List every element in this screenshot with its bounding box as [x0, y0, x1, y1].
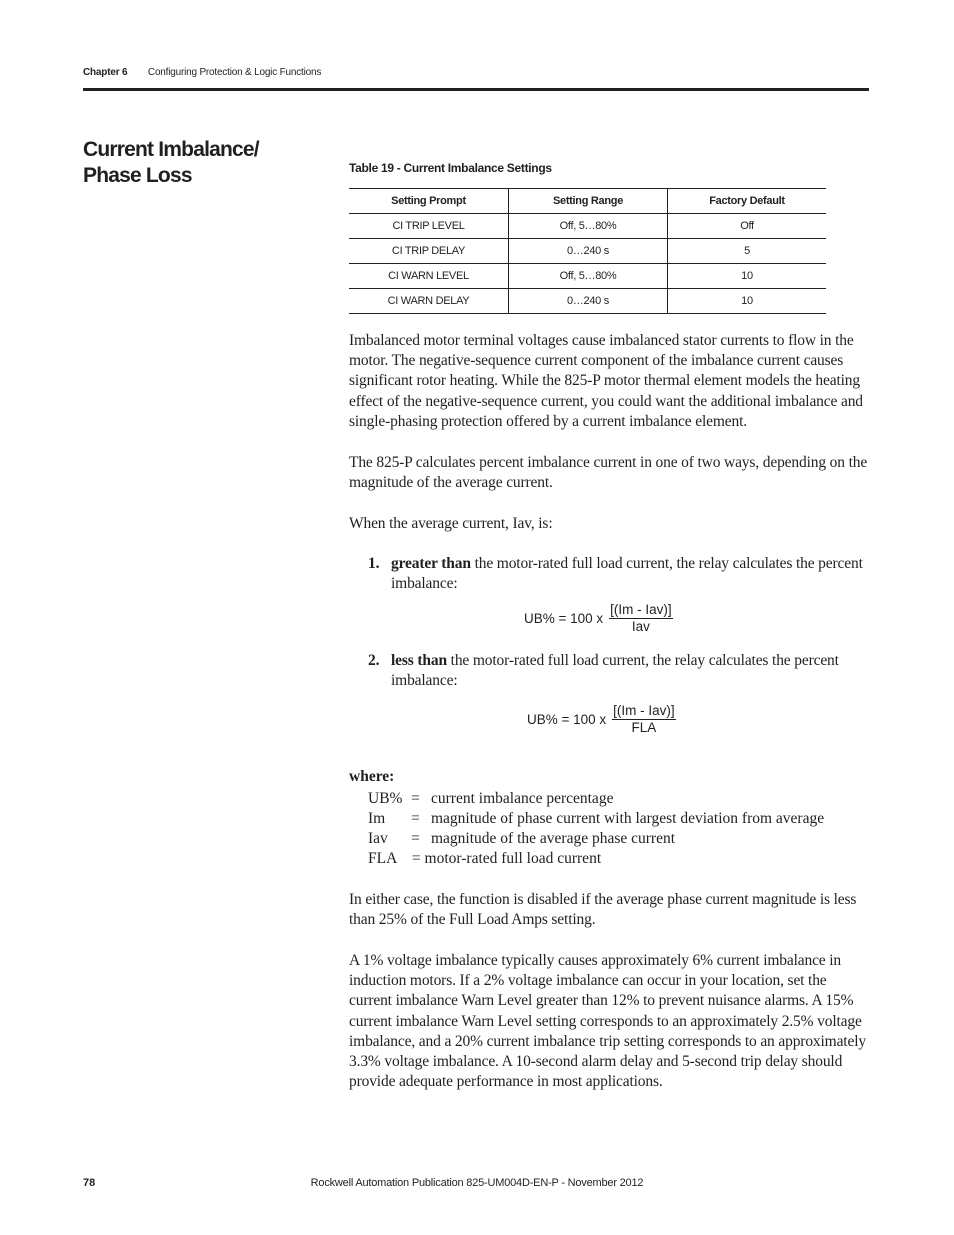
- formula-lhs: UB% = 100 x: [527, 712, 607, 727]
- paragraph-when: When the average current, Iav, is:: [349, 515, 553, 532]
- table-cell: 0…240 s: [509, 239, 668, 264]
- table-cell: 10: [668, 264, 827, 289]
- list-number: 1.: [368, 555, 380, 572]
- table-caption: Table 19 - Current Imbalance Settings: [349, 161, 552, 175]
- column-header: Setting Range: [509, 189, 668, 214]
- section-title-line-1: Current Imbalance/: [83, 138, 259, 161]
- running-header: [83, 67, 321, 78]
- chapter-title: Configuring Protection & Logic Functions: [147, 67, 322, 78]
- formula-fraction: [612, 703, 676, 736]
- column-header: Setting Prompt: [349, 189, 509, 214]
- definition-row: [368, 829, 675, 849]
- table-row: [349, 239, 826, 264]
- table-cell: CI WARN DELAY: [349, 289, 509, 314]
- header-rule: [83, 88, 869, 91]
- table-row: [349, 264, 826, 289]
- definition-symbol: Iav: [368, 830, 388, 847]
- formula-lhs: UB% = 100 x: [524, 611, 604, 626]
- publication-footer: Rockwell Automation Publication 825-UM004D-EN-P - November 2012: [310, 1177, 644, 1189]
- table-cell: 0…240 s: [509, 289, 668, 314]
- page-number: 78: [83, 1177, 96, 1189]
- formula-greater-than: [524, 602, 673, 635]
- definition-equals: =: [411, 830, 420, 847]
- table-header-row: [349, 189, 826, 214]
- definition-text: magnitude of the average phase current: [431, 830, 676, 847]
- formula-less-than: [527, 703, 676, 736]
- paragraph-voltage-imbalance: A 1% voltage imbalance typically causes approximately 6% current imbalance in induction motors. If a 2% voltage imbalance can occur in your location, set the current imbalance Warn Level greater than 12% to prevent nuisance alarms. A 15% current imbalance Warn Level setting corresponds to an approximately 2.5% voltage imbalance, and a 20% current imbalance trip setting corresponds to an approximately 3.3% voltage imbalance. A 10-second alarm delay and 5-second trip delay should provide adequate performance in most applications.: [349, 952, 866, 1091]
- definition-row-fla: FLA = motor-rated full load current: [368, 850, 602, 867]
- list-emphasis: less than: [391, 652, 447, 669]
- definition-text: current imbalance percentage: [431, 790, 614, 807]
- table-cell: CI TRIP LEVEL: [349, 214, 509, 239]
- table-cell: Off, 5…80%: [509, 214, 668, 239]
- section-title: [83, 137, 323, 189]
- list-item: [368, 554, 872, 594]
- definition-equals: =: [411, 810, 420, 827]
- column-header: Factory Default: [668, 189, 827, 214]
- list-item: [368, 651, 872, 691]
- table-cell: 10: [668, 289, 827, 314]
- definition-equals: =: [411, 790, 420, 807]
- settings-table: [349, 188, 826, 314]
- table-cell: Off, 5…80%: [509, 264, 668, 289]
- list-text: the motor-rated full load current, the relay calculates the percent imbalance:: [391, 555, 863, 593]
- list-number: 2.: [368, 652, 380, 669]
- paragraph-disabled: In either case, the function is disabled if the average phase current magnitude is less than 25% of the Full Load Amps setting.: [349, 891, 857, 929]
- definition-row: [368, 789, 613, 809]
- formula-fraction: [609, 602, 673, 635]
- list-text: the motor-rated full load current, the relay calculates the percent imbalance:: [391, 652, 839, 690]
- table-cell: CI WARN LEVEL: [349, 264, 509, 289]
- definition-row: [368, 809, 824, 829]
- paragraph-intro: Imbalanced motor terminal voltages cause imbalanced stator currents to flow in the motor. The negative-sequence current component of the imbalance current causes significant rotor heating. While the 825-P motor thermal element models the heating effect of the negative-sequence current, you could want the additional imbalance and single-phasing protection offered by a current imbalance element.: [349, 332, 863, 430]
- definition-symbol: UB%: [368, 790, 403, 807]
- paragraph-calculation: The 825-P calculates percent imbalance current in one of two ways, depending on the magnitude of the average current.: [349, 454, 868, 492]
- table-row: [349, 289, 826, 314]
- formula-numerator: [(Im - Iav)]: [610, 602, 672, 617]
- table-row: [349, 214, 826, 239]
- definition-text: magnitude of phase current with largest deviation from average: [431, 810, 825, 827]
- section-title-line-2: Phase Loss: [83, 164, 192, 187]
- table-cell: CI TRIP DELAY: [349, 239, 509, 264]
- formula-denominator: Iav: [631, 619, 650, 634]
- list-emphasis: greater than: [391, 555, 471, 572]
- definition-symbol: Im: [368, 810, 386, 827]
- formula-numerator: [(Im - Iav)]: [613, 703, 675, 718]
- table-cell: Off: [668, 214, 827, 239]
- table-cell: 5: [668, 239, 827, 264]
- chapter-label: Chapter 6: [83, 67, 128, 78]
- where-label: where:: [349, 768, 395, 785]
- formula-denominator: FLA: [631, 720, 657, 735]
